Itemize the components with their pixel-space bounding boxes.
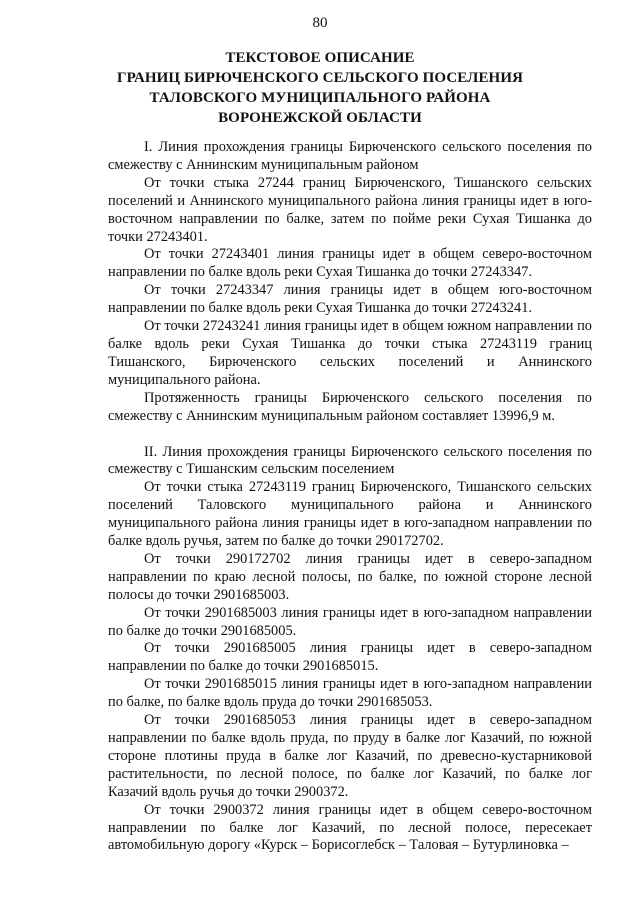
document-body [108,139,592,855]
section-2-paragraph: От точки 290172702 линия границы идет в северо-западном направлении по краю лесной полосы, по балке, по южной стороне лесной полосы до точки 2901685003. [108,550,592,603]
page-number: 80 [312,15,328,31]
section-1-paragraph: От точки 27243401 линия границы идет в общем северо-восточном направлении по балке вдоль реки Сухая Тишанка до точки 27243347. [108,246,592,281]
document-title [60,48,580,128]
title-line-2: ГРАНИЦ БИРЮЧЕНСКОГО СЕЛЬСКОГО ПОСЕЛЕНИЯ [116,70,524,86]
title-line-4: ВОРОНЕЖСКОЙ ОБЛАСТИ [218,110,422,126]
section-2-paragraph: От точки 2901685053 линия границы идет в северо-западном направлении по балке вдоль пруда, по пруду в балке лог Казачий, по южной стороне плотины пруда в балке лог Казачий, по древесно-кустарниковой растительности, по лесной полосе, по балке лог Казачий, по балке лог Казачий вдоль ручья до точки 2900372. [108,712,592,800]
title-line-1: ТЕКСТОВОЕ ОПИСАНИЕ [225,50,415,66]
title-line-3: ТАЛОВСКОГО МУНИЦИПАЛЬНОГО РАЙОНА [149,90,491,106]
section-2-paragraph: От точки стыка 27243119 границ Бирюченского, Тишанского сельских поселений Таловского муниципального района и Аннинского муниципального района линия границы идет в юго-западном направлении по балке вдоль ручья, затем по балке до точки 290172702. [108,479,592,550]
section-2-heading: II. Линия прохождения границы Бирюченского сельского поселения по смежеству с Тишанским сельским поселением [108,443,592,478]
section-1-paragraph: От точки стыка 27244 границ Бирюченского, Тишанского сельских поселений и Аннинского муниципального района линия границы идет в юго-восточном направлении по балке, затем по пойме реки Сухая Тишанка до точки 27243401. [108,174,592,245]
section-1-paragraph: Протяженность границы Бирюченского сельского поселения по смежеству с Аннинским муниципальным районом составляет 13996,9 м. [108,389,592,424]
section-2-paragraph: От точки 2901685005 линия границы идет в северо-западном направлении по балке до точки 2901685015. [108,640,592,675]
section-1-paragraph: От точки 27243241 линия границы идет в общем южном направлении по балке вдоль реки Сухая Тишанка до точки стыка 27243119 границ Тишанского, Бирюченского сельских поселений и Аннинского муниципального района. [108,318,592,388]
section-2-paragraph: От точки 2901685003 линия границы идет в юго-западном направлении по балке до точки 2901685005. [108,604,592,639]
section-2-paragraph: От точки 2900372 линия границы идет в общем северо-восточном направлении по балке лог Казачий, по лесной полосе, пересекает автомобильную дорогу «Курск – Борисоглебск – Таловая – Бутурлиновка – [108,801,592,854]
section-gap [108,426,592,444]
section-1-heading: I. Линия прохождения границы Бирюченского сельского поселения по смежеству с Аннинским муниципальным районом [108,139,592,173]
section-1-paragraph: От точки 27243347 линия границы идет в общем юго-восточном направлении по балке вдоль реки Сухая Тишанка до точки 27243241. [108,282,592,317]
section-2-paragraph: От точки 2901685015 линия границы идет в юго-западном направлении по балке, по балке вдоль пруда до точки 2901685053. [108,676,592,711]
